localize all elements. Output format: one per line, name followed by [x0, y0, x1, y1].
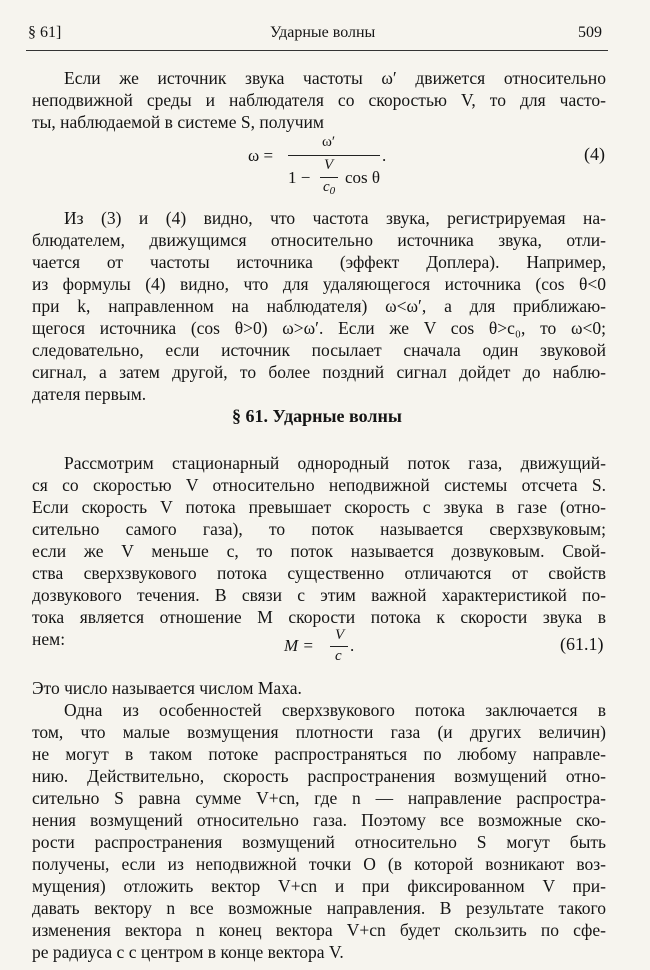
text-line: изменения вектора n конец вектора V+cn будет скользить по сфе-	[32, 920, 606, 940]
eq611-dot: .	[350, 636, 355, 655]
header-rule	[26, 50, 608, 51]
eq611-numerator: V	[335, 627, 345, 643]
text-line: следовательно, если источник посылает сначала один звуковой	[32, 340, 606, 360]
text-line: при k, направленном на наблюдателя) ω<ω′, а для приближаю-	[32, 296, 606, 316]
text-line: нию. Действительно, скорость распространения возмущений отно-	[32, 766, 606, 786]
text-line: дателя первым.	[32, 384, 147, 404]
text-line: мущения) отложить вектор V+cn и при фиксированном V при-	[32, 876, 606, 896]
text-line: нем:	[32, 629, 66, 649]
text-line: ся со скоростью V относительно неподвижной системы отсчета S.	[32, 475, 606, 495]
text-line: щегося источника (cos θ>0) ω>ω′. Если же V cos θ>c₀, то ω<0;	[32, 318, 606, 338]
eq611-number: (61.1)	[560, 634, 604, 654]
eq4-lhs: ω =	[248, 146, 274, 165]
text-line: том, что малые возмущения плотности газа (и других величин)	[32, 722, 606, 742]
text-line: Если же источник звука частоты ω′ движется относительно	[64, 68, 606, 88]
eq4-inner-numerator: V	[324, 157, 334, 173]
header-section-ref: § 61]	[28, 24, 62, 41]
eq4-number: (4)	[584, 144, 605, 164]
text-line: Рассмотрим стационарный однородный поток газа, движущий-	[64, 453, 606, 473]
text-line: сительно S равна сумме V+cn, где n — направление распростра-	[32, 788, 606, 808]
text-line: Одна из особенностей сверхзвукового потока заключается в	[64, 700, 606, 720]
eq4-numerator: ω′	[322, 134, 336, 150]
running-title: Ударные волны	[270, 24, 376, 41]
eq4-cos-term: cos θ	[345, 168, 381, 187]
eq4-denominator-prefix: 1 −	[288, 168, 311, 187]
eq4-inner-bar	[320, 177, 338, 178]
section-title: § 61. Ударные волны	[232, 406, 402, 426]
eq4-fraction-bar	[288, 155, 380, 156]
text-line: ре радиуса c с центром в конце вектора V.	[32, 942, 344, 962]
text-line: получены, если из неподвижной точки O (в которой возникают воз-	[32, 854, 606, 874]
text-line: неподвижной среды и наблюдателя со скоростью V, то для часто-	[32, 90, 606, 110]
eq611-lhs: M =	[284, 636, 314, 655]
text-line: блюдателем, движущимся относительно источника звука, отли-	[32, 230, 606, 250]
eq4-inner-denominator: $c_0$	[323, 179, 336, 197]
text-line: не могут в таком потоке распространяться по любому направле-	[32, 744, 606, 764]
eq4-dot: .	[382, 146, 387, 165]
text-line: Если скорость V потока превышает скорость c звука в газе (отно-	[32, 497, 606, 517]
text-line: сигнал, а затем другой, то более поздний сигнал дойдет до наблю-	[32, 362, 606, 382]
text-line: нения возмущений относительно газа. Поэтому все возможные ско-	[32, 810, 606, 830]
text-line: ства сверхзвукового потока существенно отличаются от свойств	[32, 563, 606, 583]
text-line: давать вектору n все возможные направления. В результате такого	[32, 898, 606, 918]
text-line: из формулы (4) видно, что для удаляющегося источника (cos θ<0	[32, 274, 606, 294]
text-line: если же V меньше c, то поток называется дозвуковым. Свой-	[32, 541, 606, 561]
text-line: ты, наблюдаемой в системе S, получим	[32, 112, 324, 132]
text-line: рости распространения возмущений относительно S могут быть	[32, 832, 606, 852]
eq611-fraction-bar	[330, 646, 348, 647]
text-line: тока является отношение M скорости потока к скорости звука в	[32, 607, 606, 627]
text-line: чается от частоты источника (эффект Доплера). Например,	[32, 252, 606, 272]
text-line: дозвукового течения. В связи с этим важной характеристикой по-	[32, 585, 606, 605]
page-number: 509	[578, 24, 602, 41]
eq611-denominator: c	[335, 648, 342, 664]
mach-number-line: Это число называется числом Маха.	[32, 678, 302, 698]
text-line: Из (3) и (4) видно, что частота звука, регистрируемая на-	[64, 208, 606, 228]
text-line: сительно самого газа), то поток называется сверхзвуковым;	[32, 519, 606, 539]
